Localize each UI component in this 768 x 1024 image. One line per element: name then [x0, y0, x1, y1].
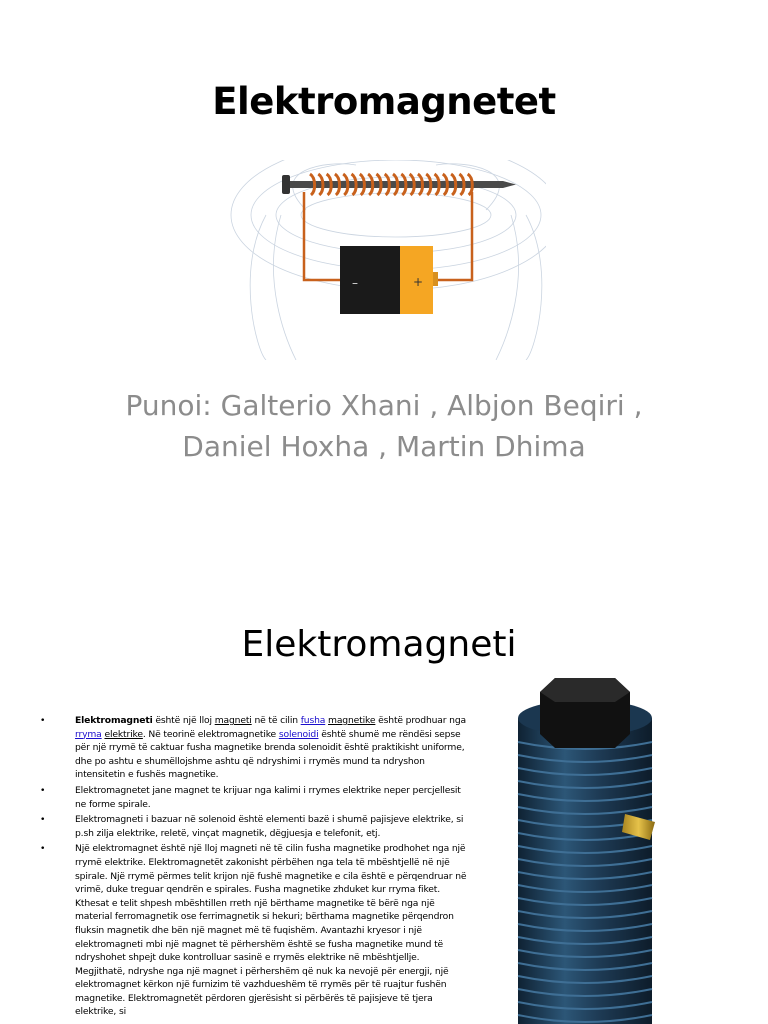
bullet-item: [40, 813, 470, 840]
authors-line-1: Punoi: Galterio Xhani , Albjon Beqiri ,: [125, 389, 643, 422]
bullet-marker: •: [40, 814, 46, 826]
slide-title-heading: Elektromagnetet: [212, 80, 556, 123]
solenoid-coil-image: [510, 672, 670, 1024]
text-span: është shumë me rëndësi sepse për një rrymë të caktuar fusha magnetike brenda solenoidit është praktikisht uniforme, dhe po ashtu e shumëllojshme ashtu që ndryshimi i rrymës mund ta ndryshon intensitetin e fushës magnetike.: [75, 728, 465, 781]
battery-plus-label: +: [413, 275, 424, 289]
authors-block: [0, 385, 768, 467]
text-span: është një lloj: [152, 715, 215, 726]
text-span: . Në teorinë elektromagnetike: [142, 728, 279, 740]
bullet-list: [40, 714, 470, 1021]
bullet-text: Elektromagneti i bazuar në solenoid është elementi bazë i shumë pajisjeve elektrike, si p.sh zilja elektrike, reletë, vinçat magnetik, dëgjuesja e telefonit, etj.: [75, 814, 464, 839]
battery-negative-side: [340, 246, 400, 314]
electromagnet-illustration: [226, 160, 546, 360]
coil-body: [518, 718, 652, 1024]
core-cap-top: [540, 678, 630, 702]
bullet-marker: •: [40, 715, 46, 726]
bullet-text: Elektromagnetet jane magnet te krijuar nga kalimi i rrymes elektrike neper percjellesit ne forme spirale.: [75, 784, 461, 810]
bullet-marker: •: [40, 843, 46, 855]
battery-minus-label: –: [352, 276, 358, 290]
link-solenoidi[interactable]: solenoidi: [278, 728, 319, 740]
link-fusha[interactable]: fusha: [300, 715, 326, 726]
bullet-text: [75, 715, 466, 780]
text-span: në të cilin: [251, 715, 301, 726]
wire-right: [432, 192, 472, 280]
link-magneti[interactable]: magneti: [214, 715, 252, 726]
bullet-marker: •: [40, 784, 46, 796]
term-elektromagneti: Elektromagneti: [75, 715, 153, 726]
nail-tip: [503, 181, 516, 188]
bullet-item: [40, 784, 470, 811]
link-elektrike[interactable]: elektrike: [104, 728, 143, 740]
slide-content-heading: Elektromagneti: [241, 624, 517, 665]
text-span: është prodhuar nga: [375, 715, 467, 726]
bullet-item: [40, 842, 470, 1019]
slide-content: [0, 512, 768, 1024]
link-rryma[interactable]: rryma: [75, 728, 102, 740]
bullet-item: [40, 714, 470, 782]
nail-head: [282, 175, 290, 194]
authors-line-2: Daniel Hoxha , Martin Dhima: [182, 430, 586, 463]
bullet-text: Një elektromagnet është një lloj magneti në të cilin fusha magnetike prodhohet nga një rrymë elektrike. Elektromagnetët zakonisht përbëhen nga tela të mbështjellë në një spirale. Një rrymë përmes telit krijon një fushë magnetike e cila është e përqendruar në vrimë, duke treguar qendrën e spirales. Fusha magnetike zhduket kur rryma fiket. Kthesat e telit shpesh mbështillen rreth një bërthame magnetike të bërë nga një material ferromagnetik ose ferrimagnetik si hekuri; bërthama magnetike përqendron fluksin magnetik dhe bën një magnet më të fuqishëm. Avantazhi kryesor i një elektromagneti mbi një magnet të përhershëm është se fusha magnetike mund të ndryshohet shpejt duke kontrolluar sasinë e rrymës elektrike në mbështjellje. Megjithatë, ndryshe nga një magnet i përhershëm që nuk ka nevojë për energji, një elektromagnet kërkon një furnizim të vazhdueshëm të rrymës për të ruajtur fushën magnetike. Elektromagnetët përdoren gjerësisht si përbërës të pajisjeve të tjera elektrike, si: [75, 843, 467, 1018]
link-magnetike[interactable]: magnetike: [328, 715, 376, 726]
battery-terminal: [433, 272, 438, 286]
